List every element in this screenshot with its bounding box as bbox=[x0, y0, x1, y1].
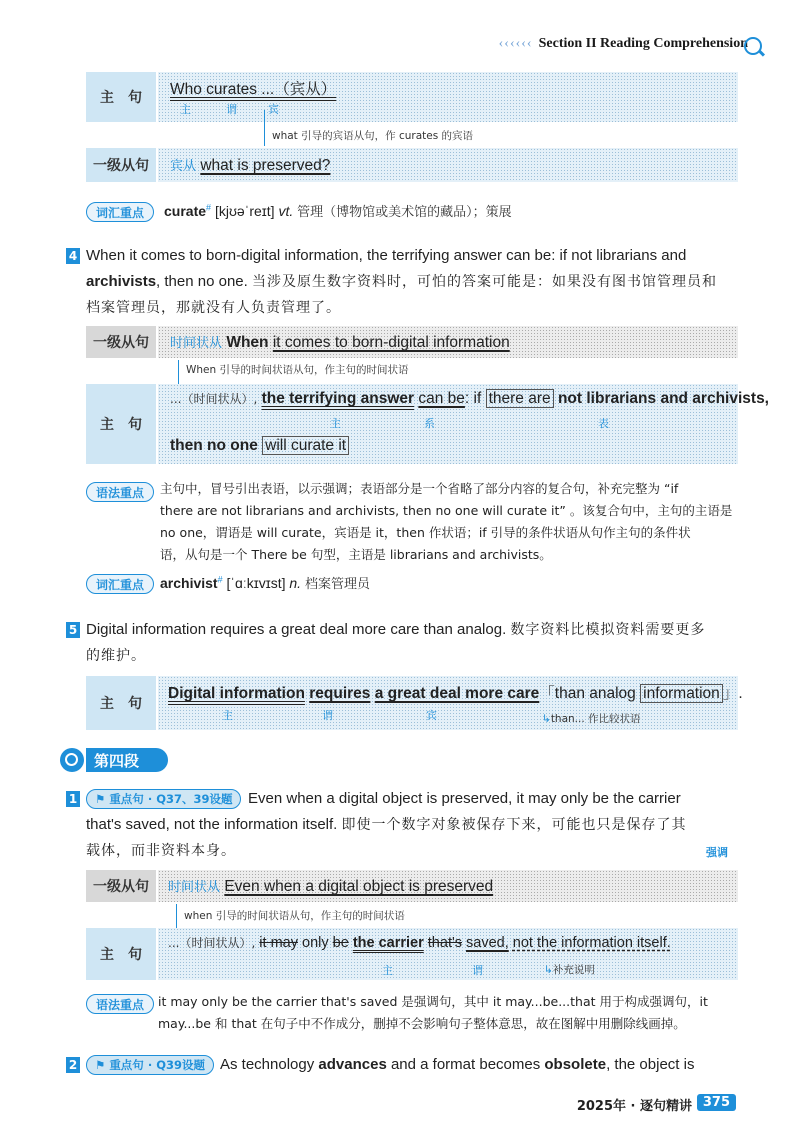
sub-clause-label: 一级从句 bbox=[86, 870, 156, 902]
role-object: 宾 bbox=[268, 103, 279, 116]
main-clause-text: ...（时间状从）, it may only be the carrier that's saved, not the information itself. bbox=[168, 935, 671, 951]
q1-text: that's saved, not the information itself. 即使一个数字对象被保存下来，可能也只是保存了其 载体，而非资料本身。 bbox=[86, 816, 687, 859]
than-note: ↳than... 作比较状语 bbox=[542, 713, 641, 725]
grammar-note: it may only be the carrier that's saved 是强调句，其中 it may...be...that 用于构成强调句，it may...be 和 that 在句子中不作成分，删掉不会影响句子整体意思，故在图解中用删除线画掉。 bbox=[158, 994, 708, 1031]
sentence-number: 4 bbox=[66, 248, 80, 264]
role-verb: 谓 bbox=[226, 103, 237, 116]
main-clause-text: Who curates ...（宾从） bbox=[170, 81, 337, 98]
role-predicative: 表 bbox=[598, 417, 609, 430]
vocab-entry: archivist# [ˈɑːkɪvɪst] n. 档案管理员 bbox=[160, 574, 370, 592]
sub-clause-label: 一级从句 bbox=[86, 326, 156, 358]
magnifier-icon bbox=[744, 37, 762, 55]
sub-clause-text: 时间状从 Even when a digital object is preserved bbox=[168, 878, 494, 895]
role-verb: 谓 bbox=[472, 964, 483, 977]
page-number: 375 bbox=[697, 1094, 736, 1111]
grammar-tag: 语法重点 bbox=[86, 994, 154, 1014]
role-subject: 主 bbox=[222, 709, 233, 722]
main-clause-text: Digital information requires a great deal more care「than analog information 」. bbox=[168, 685, 743, 702]
arrow-line bbox=[178, 360, 179, 384]
vocab-tag: 词汇重点 bbox=[86, 202, 154, 222]
magnifier-icon bbox=[60, 748, 84, 772]
para4-text: When it comes to born-digital information, the terrifying answer can be: if not librarians and archivists, then no one. 当涉及原生数字资料时，可怕的答案可能是：如果没有图书馆管理员和 档案管理员，那就没有人负责管理了。 bbox=[86, 247, 717, 316]
footer-label: 2025年 · 逐句精讲 bbox=[576, 1099, 692, 1114]
emphasis-mark: 强调 bbox=[706, 846, 728, 859]
main-clause-line1: ...（时间状从）, the terrifying answer can be: if there are not librarians and archivists, bbox=[170, 390, 769, 407]
main-clause-label: 主 句 bbox=[86, 72, 156, 122]
role-object: 宾 bbox=[426, 709, 437, 722]
main-clause-label: 主 句 bbox=[86, 384, 156, 464]
section-title: 第四段 bbox=[86, 748, 168, 772]
grammar-tag: 语法重点 bbox=[86, 482, 154, 502]
grammar-note: 主句中，冒号引出表语，以示强调；表语部分是一个省略了部分内容的复合句，补充完整为 “if there are not librarians and archivists, then no one will curate it” 。该复合句中，主句的主语是 no one，谓语是 will curate，宾语是 it，then 作状语；if 引导的条件状语从句作主句的条件状 语，从句是一个 There be 句型，主语是 librarians and archivists。 bbox=[160, 481, 733, 562]
arrow-note: when 引导的时间状语从句，作主句的时间状语 bbox=[184, 910, 405, 922]
role-subject: 主 bbox=[330, 417, 341, 430]
sentence-number: 1 bbox=[66, 791, 80, 807]
arrow-note: When 引导的时间状语从句，作主句的时间状语 bbox=[186, 364, 409, 376]
vocab-entry: curate# [kjʊəˈreɪt] vt. 管理（博物馆或美术馆的藏品）；策展 bbox=[164, 202, 512, 220]
q2-text: As technology advances and a format becomes obsolete, the object is bbox=[220, 1056, 695, 1073]
para5-text: Digital information requires a great deal more care than analog. 数字资料比模拟资料需要更多 的维护。 bbox=[86, 621, 706, 664]
sub-clause-text: 宾从 what is preserved? bbox=[170, 157, 331, 174]
arrow-note: what 引导的宾语从句，作 curates 的宾语 bbox=[272, 130, 474, 142]
header-title: Section II Reading Comprehension bbox=[538, 36, 748, 51]
sub-clause-text: 时间状从 When it comes to born-digital information bbox=[170, 334, 510, 351]
q1-line1: Even when a digital object is preserved, it may only be the carrier bbox=[248, 790, 681, 807]
main-clause-label: 主 句 bbox=[86, 676, 156, 730]
role-linking: 系 bbox=[424, 417, 435, 430]
role-subject: 主 bbox=[180, 103, 191, 116]
main-clause-label: 主 句 bbox=[86, 928, 156, 980]
arrow-line bbox=[264, 110, 265, 146]
key-sentence-flag: ⚑ 重点句 · Q39设题 bbox=[86, 1055, 214, 1075]
main-clause-line2: then no one will curate it bbox=[170, 437, 349, 455]
running-header bbox=[499, 36, 748, 52]
sentence-number: 2 bbox=[66, 1057, 80, 1073]
arrow-line bbox=[176, 904, 177, 930]
chevron-icon: ‹‹‹‹‹‹ bbox=[498, 36, 533, 51]
role-subject: 主 bbox=[382, 964, 393, 977]
role-verb: 谓 bbox=[322, 709, 333, 722]
key-sentence-flag: ⚑ 重点句 · Q37、39设题 bbox=[86, 789, 241, 809]
vocab-tag: 词汇重点 bbox=[86, 574, 154, 594]
sentence-number: 5 bbox=[66, 622, 80, 638]
supplement-note: ↳补充说明 bbox=[544, 964, 595, 976]
sub-clause-label: 一级从句 bbox=[86, 148, 156, 182]
